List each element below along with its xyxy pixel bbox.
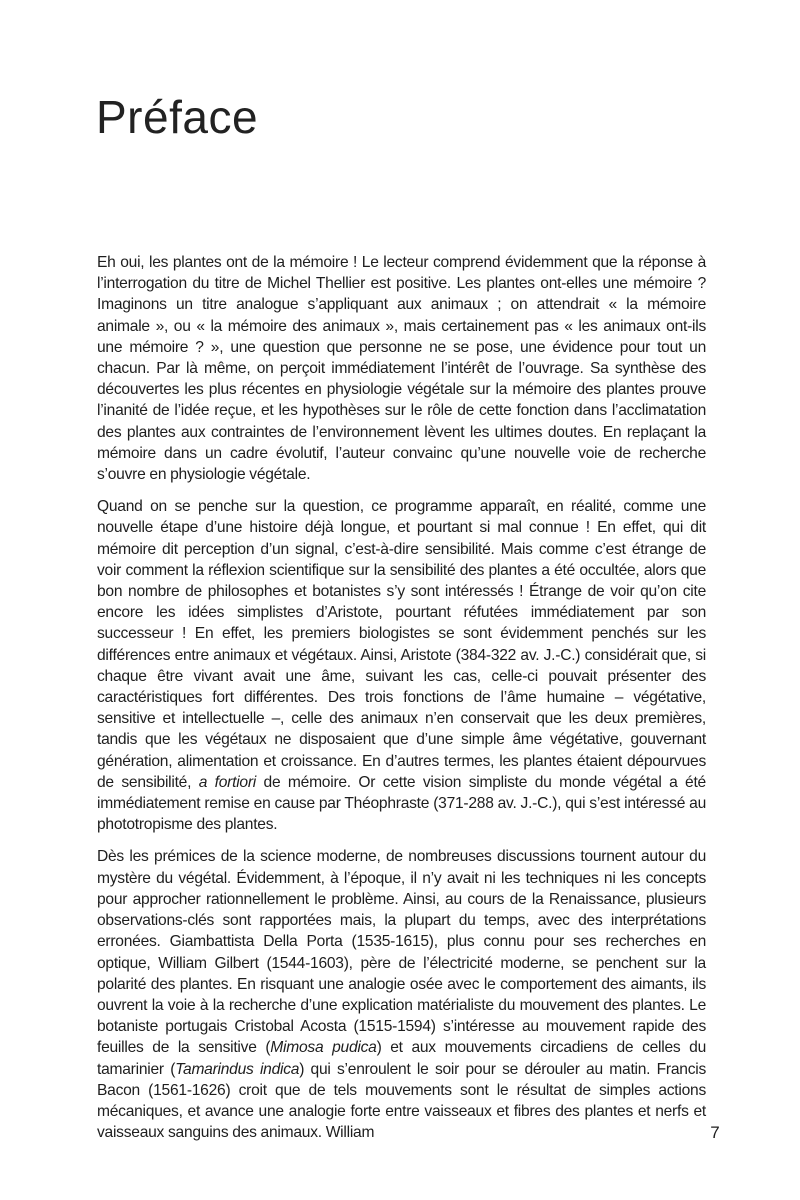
text-segment: Eh oui, les plantes ont de la mémoire ! Le lecteur comprend évidemment que la réponse à l’interrogation du titre de Michel Thellier est positive. Les plantes ont-elles une mémoire ? Imaginons un titre analogue s’appliquant aux animaux ; on attendrait « la mémoire animale », ou « la mémoire des animaux », mais certainement pas « les animaux ont-ils une mémoire ? », une question que personne ne se pose, une évidence pour tout un chacun. Par là même, on perçoit immédiatement l’intérêt de l’ouvrage. Sa synthèse des découvertes les plus récentes en physiologie végétale sur la mémoire des plantes prouve l’inanité de l’idée reçue, et les hypothèses sur le rôle de cette fonction dans l’acclimatation des plantes aux contraintes de l’environnement lèvent les ultimes doutes. En replaçant la mémoire dans un cadre évolutif, l’auteur convainc qu’une nouvelle voie de recherche s’ouvre en physiologie végétale. bbox=[97, 254, 706, 484]
italic-text: a fortiori bbox=[198, 773, 256, 791]
body-text bbox=[97, 252, 706, 1143]
text-segment: ) et aux mouvements circadiens de celles du tamarinier ( bbox=[97, 1039, 707, 1078]
italic-text: Tamarindus indica bbox=[175, 1060, 300, 1078]
page-number: 7 bbox=[710, 1123, 720, 1142]
text-segment: ) qui s’enroulent le soir pour se dérouler au matin. Francis Bacon (1561-1626) croit que de tels mouvements sont le résultat de simples actions mécaniques, et avance une analogie forte entre vaisseaux et fibres des plantes et nerfs et vaisseaux sanguins des animaux. William bbox=[97, 1060, 707, 1142]
text-segment: de mémoire. Or cette vision simpliste du monde végétal a été immédiatement remise en cause par Théophraste (371-288 av. J.-C.), qui s’est intéressé au phototropisme des plantes. bbox=[97, 773, 706, 834]
page-title: Préface bbox=[96, 91, 259, 143]
text-segment: Quand on se penche sur la question, ce programme apparaît, en réalité, comme une nouvelle étape d’une histoire déjà longue, et pourtant si mal connue ! En effet, qui dit mémoire dit perception d’un signal, c’est-à-dire sensibilité. Mais comme c’est étrange de voir comment la réflexion scientifique sur la sensibilité des plantes a été occultée, alors que bon nombre de philosophes et botanistes s’y sont intéressés ! Étrange de voir qu’on cite encore les idées simplistes d’Aristote, pourtant réfutées immédiatement par son successeur ! En effet, les premiers biologistes se sont évidemment penchés sur les différences entre animaux et végétaux. Ainsi, Aristote (384-322 av. J.-C.) considérait que, si chaque être vivant avait une âme, suivant les cas, celle-ci pouvait présenter des caractéristiques fort différentes. Des trois fonctions de l’âme humaine – végétative, sensitive et intellectuelle –, celle des animaux n’en conservait que les deux premières, tandis que les végétaux ne disposaient que d’une simple âme végétative, gouvernant génération, alimentation et croissance. En d’autres termes, les plantes étaient dépourvues de sensibilité, bbox=[97, 498, 706, 791]
paragraph bbox=[97, 846, 706, 1143]
paragraph bbox=[97, 252, 706, 485]
italic-text: Mimosa pudica bbox=[270, 1039, 377, 1057]
paragraph bbox=[97, 496, 706, 835]
text-segment: Dès les prémices de la science moderne, de nombreuses discussions tournent autour du mystère du végétal. Évidemment, à l’époque, il n’y avait ni les techniques ni les concepts pour approcher rationnellement le problème. Ainsi, au cours de la Renaissance, plusieurs observations-clés sont rapportées mais, la plupart du temps, avec des interprétations erronées. Giambattista Della Porta (1535-1615), plus connu pour ses recherches en optique, William Gilbert (1544-1603), père de l’électricité moderne, se penchent sur la polarité des plantes. En risquant une analogie osée avec le comportement des aimants, ils ouvrent la voie à la recherche d’une explication matérialiste du mouvement des plantes. Le botaniste portugais Cristobal Acosta (1515-1594) s’intéresse au mouvement rapide des feuilles de la sensitive ( bbox=[97, 848, 706, 1057]
